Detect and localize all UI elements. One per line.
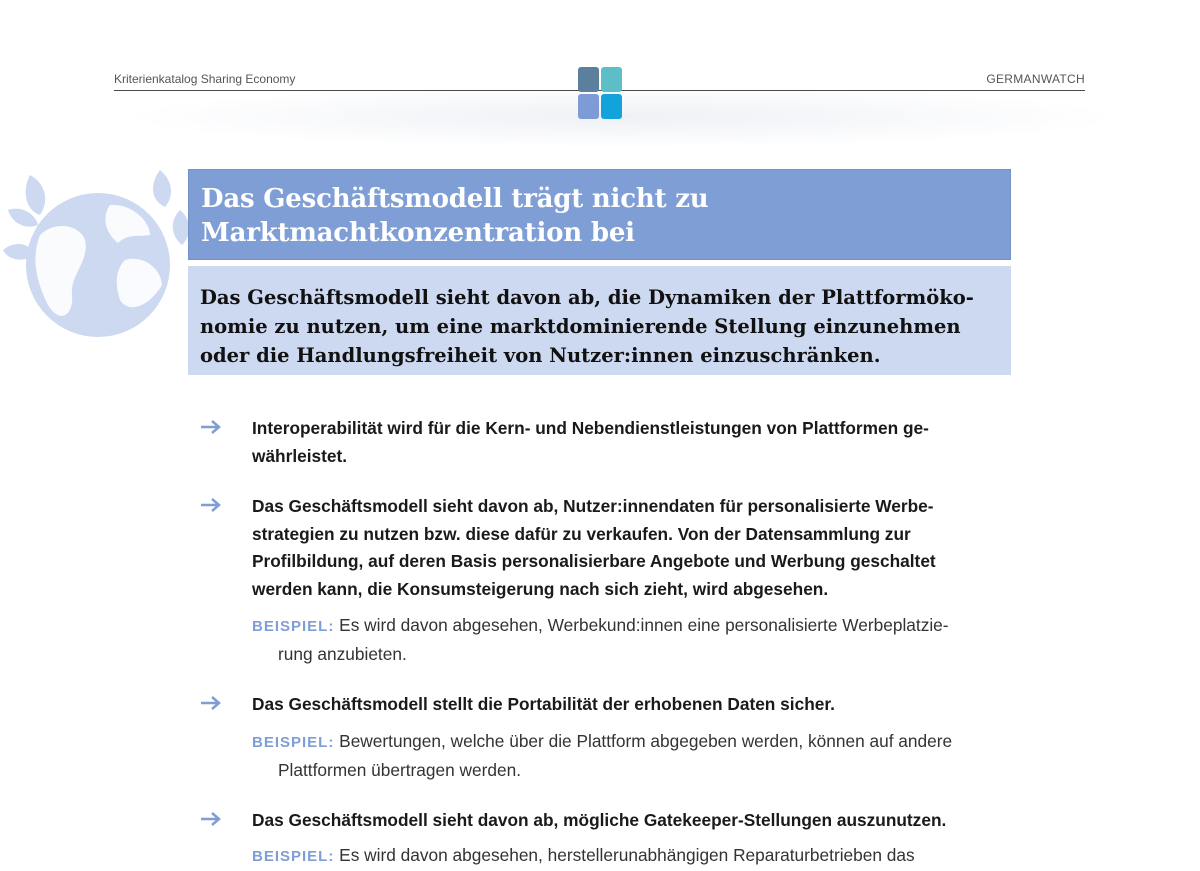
- header-shadow: [120, 86, 1125, 148]
- germanwatch-logo-icon: [578, 67, 622, 120]
- section-title-box: [188, 169, 1011, 260]
- running-header-title: Kriterienkatalog Sharing Economy: [114, 72, 296, 86]
- criterion-text: Das Geschäftsmodell sieht davon ab, Nutzer:innendaten für personalisierte Werbe- strategien zu nutzen bzw. diese dafür zu verkaufen. Von der Datensammlung zur Profilbildung, auf deren Basis personalisierbare Angebote und Werbung geschaltet werden kann, die Konsumsteigerung nach sich zieht, wird abgesehen.: [252, 496, 936, 599]
- arrow-right-icon: [200, 419, 222, 435]
- example-label: BEISPIEL:: [252, 618, 335, 635]
- arrow-right-icon: [200, 497, 222, 513]
- criterion-text: Interoperabilität wird für die Kern- und Nebendienstleistungen von Plattformen ge- währleistet.: [252, 418, 929, 466]
- example-text: BEISPIEL: Bewertungen, welche über die Plattform abgegeben werden, können auf andere Plattformen übertragen werden.: [252, 731, 953, 780]
- section-title: [201, 182, 709, 250]
- globe-leaves-icon: [0, 165, 200, 350]
- example-text: BEISPIEL: Es wird davon abgesehen, Werbekund:innen eine personalisierte Werbeplatzie- rung anzubieten.: [252, 615, 949, 664]
- example-label: BEISPIEL:: [252, 848, 335, 865]
- running-header-publisher: GERMANWATCH: [986, 72, 1085, 86]
- section-summary: [200, 283, 1000, 370]
- arrow-right-icon: [200, 695, 222, 711]
- summary-line-3: oder die Handlungsfreiheit von Nutzer:innen einzuschränken.: [200, 344, 881, 367]
- arrow-right-icon: [200, 811, 222, 827]
- section-title-line-1: Das Geschäftsmodell trägt nicht zu: [201, 184, 709, 214]
- criterion-text: Das Geschäftsmodell stellt die Portabilität der erhobenen Daten sicher.: [252, 694, 835, 714]
- section-title-line-2: Marktmachtkonzentration bei: [201, 218, 635, 248]
- summary-line-1: Das Geschäftsmodell sieht davon ab, die Dynamiken der Plattformöko-: [200, 286, 974, 309]
- example-label: BEISPIEL:: [252, 734, 335, 751]
- criterion-text: Das Geschäftsmodell sieht davon ab, mögliche Gatekeeper-Stellungen auszunutzen.: [252, 810, 947, 830]
- section-summary-box: [188, 266, 1011, 375]
- summary-line-2: nomie zu nutzen, um eine marktdominierende Stellung einzunehmen: [200, 315, 961, 338]
- example-text: BEISPIEL: Es wird davon abgesehen, herstellerunabhängigen Reparaturbetrieben das: [252, 845, 915, 865]
